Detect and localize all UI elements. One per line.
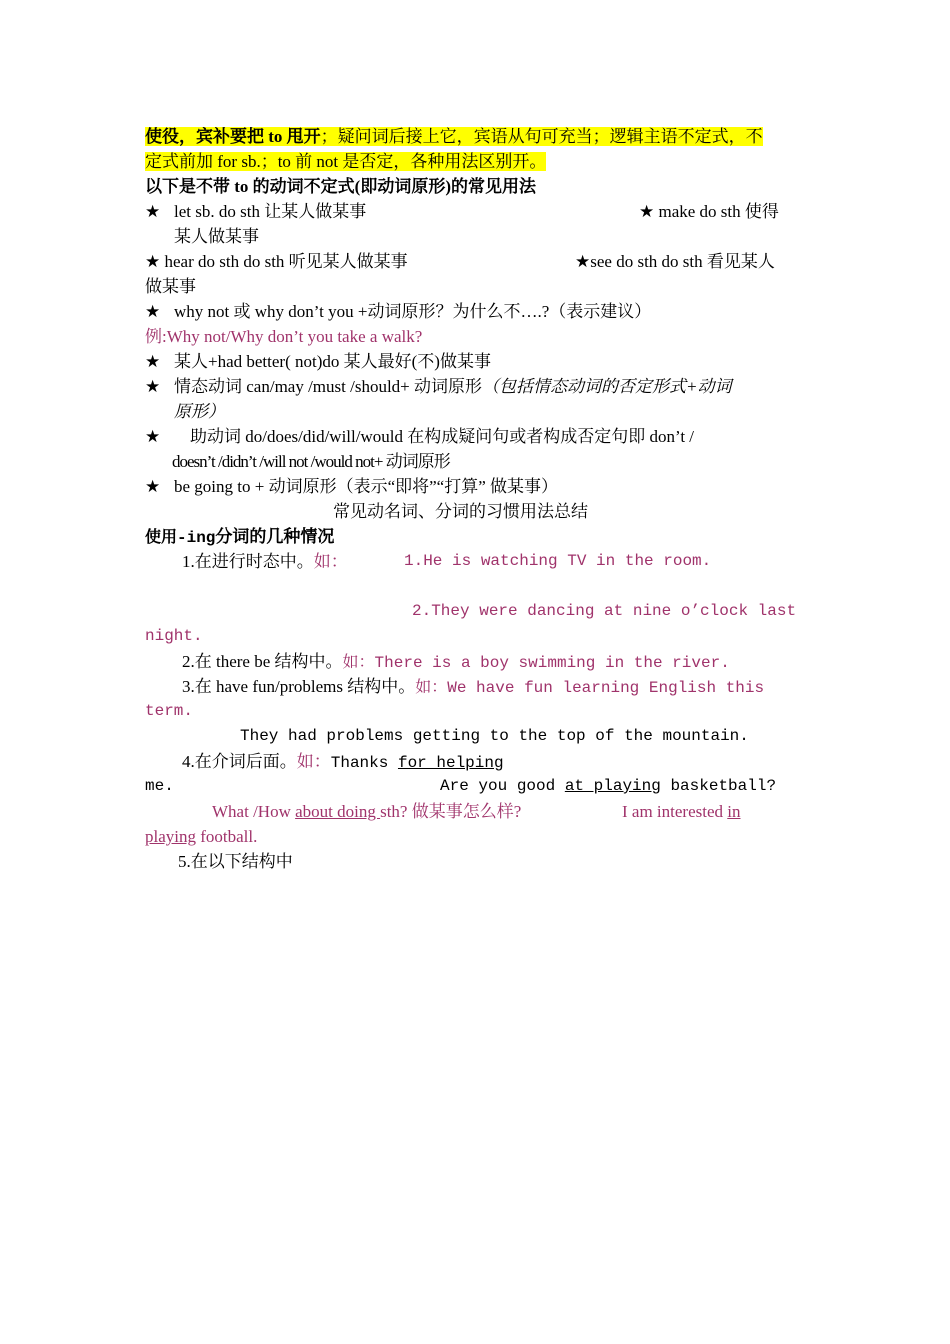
list-item-continuation: 原形） <box>174 402 225 421</box>
example-text: basketball? <box>660 777 777 795</box>
list-item-text: be going to + 动词原形（表示“即将”“打算” 做某事） <box>174 477 559 496</box>
list-item-right: ★ make do sth 使得 <box>639 202 779 221</box>
point-3 <box>182 674 764 701</box>
example-line: 例:Why not/Why don’t you take a walk? <box>145 327 423 346</box>
list-item-text: why not 或 why don’t you +动词原形？为什么不….?（表示建议） <box>174 302 652 321</box>
example-line <box>212 799 521 824</box>
star-icon: ★ <box>145 302 161 321</box>
section-title: 常见动名词、分词的习惯用法总结 <box>333 502 588 521</box>
example-line-continuation <box>145 824 257 849</box>
list-item-continuation: doesn’t /didn’t /will not /would not+ 动词原形 <box>172 452 450 471</box>
point-label: 3.在 have fun/problems 结构中。 <box>182 677 416 696</box>
example-prefix: 如： <box>313 552 348 571</box>
example-text: I am interested <box>622 802 728 821</box>
point-label: 2.在 there be 结构中。 <box>182 652 343 671</box>
example-line: 1.He is watching TV in the room. <box>404 552 712 570</box>
point-5: 5.在以下结构中 <box>178 852 293 871</box>
example-underlined: about doing <box>295 802 381 821</box>
section-heading-part: 使用-ing <box>145 529 216 547</box>
star-icon: ★ <box>145 377 161 396</box>
list-item <box>145 299 651 324</box>
example-line: They had problems getting to the top of the mountain. <box>240 727 749 745</box>
example-line <box>622 799 741 824</box>
list-item-continuation: 做某事 <box>145 277 196 296</box>
highlight-text: ；疑问词后接上它，宾语从句可充当；逻辑主语不定式，不 <box>320 127 763 146</box>
list-item-text: 助动词 do/does/did/will/would 在构成疑问句或者构成否定句即 don’t / <box>190 427 695 446</box>
example-line-continuation: me. <box>145 777 174 795</box>
example-line-continuation: term. <box>145 702 194 720</box>
example-underlined: at playing <box>564 777 661 795</box>
example-text: What /How <box>212 802 296 821</box>
section-heading-part: 分词的几种情况 <box>215 527 335 546</box>
example-text: sth? 做某事怎么样? <box>380 802 522 821</box>
example-underlined: in <box>727 802 741 821</box>
point-label: 1.在进行时态中。 <box>182 552 314 571</box>
star-icon: ★ <box>145 352 161 371</box>
highlight-text-2: 定式前加 for sb.；to 前 not 是否定，各种用法区别开。 <box>145 152 547 171</box>
list-item-right: ★see do sth do sth 看见某人 <box>575 252 775 271</box>
point-4 <box>182 749 504 776</box>
list-item-text: 某人+had better( not)do 某人最好(不)做某事 <box>174 352 491 371</box>
star-icon: ★ <box>145 477 161 496</box>
example-underlined: for helping <box>397 754 504 772</box>
example-line-continuation: night. <box>145 627 203 645</box>
example-line: 2.They were dancing at nine o’clock last <box>412 602 797 620</box>
list-item <box>145 199 366 224</box>
example-text: Are you good <box>440 777 565 795</box>
list-item: ★ hear do sth do sth 听见某人做某事 <box>145 252 408 271</box>
highlight-line-2 <box>145 149 546 174</box>
list-item-continuation: 某人做某事 <box>174 227 259 246</box>
example-line: 如：There is a boy swimming in the river. <box>342 654 730 672</box>
list-item <box>145 349 491 374</box>
example-line <box>440 774 776 799</box>
highlight-line-1 <box>145 124 763 149</box>
list-item <box>145 424 694 449</box>
point-label: 4.在介词后面。 <box>182 752 297 771</box>
list-item <box>145 474 558 499</box>
highlight-bold-text: 使役，宾补要把 to 甩开 <box>145 127 321 146</box>
example-line: 如：We have fun learning English this <box>415 679 765 697</box>
list-item-text: 情态动词 can/may /must /should+ 动词原形 <box>174 377 483 396</box>
section-heading <box>145 524 334 551</box>
list-item-note: （包括情态动词的否定形式+动词 <box>482 377 732 396</box>
section-heading: 以下是不带 to 的动词不定式(即动词原形)的常见用法 <box>145 177 536 196</box>
point-1 <box>182 549 348 574</box>
example-text: football. <box>196 827 258 846</box>
star-icon: ★ <box>145 202 161 221</box>
list-item <box>145 374 732 399</box>
list-item-text: let sb. do sth 让某人做某事 <box>174 202 367 221</box>
point-2 <box>182 649 730 676</box>
example-text: Thanks <box>330 754 398 772</box>
star-icon: ★ <box>145 427 161 446</box>
example-prefix: 如： <box>296 752 331 771</box>
example-underlined: playing <box>145 827 196 846</box>
